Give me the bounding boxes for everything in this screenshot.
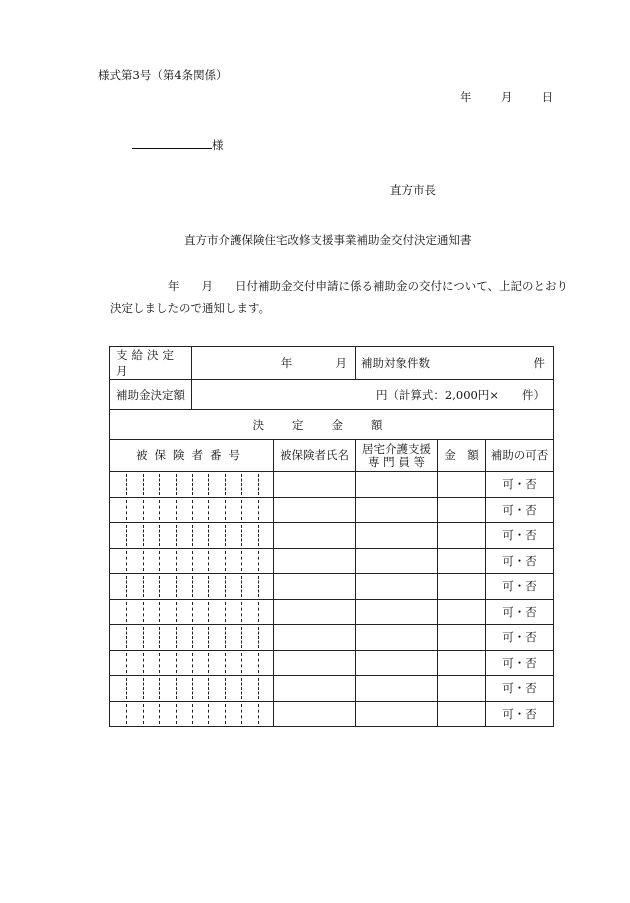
digit-divider (176, 500, 177, 521)
digit-divider (225, 551, 226, 572)
care-manager-cell[interactable] (356, 650, 438, 676)
digit-divider (208, 704, 209, 725)
insured-number-cell[interactable] (110, 497, 274, 523)
digit-divider (159, 653, 160, 674)
digit-divider (159, 525, 160, 546)
care-manager-cell[interactable] (356, 701, 438, 727)
amount-cell[interactable] (438, 574, 486, 600)
amount-cell[interactable] (438, 523, 486, 549)
digit-divider (241, 653, 242, 674)
digit-divider (258, 704, 259, 725)
digit-divider (143, 653, 144, 674)
approval-cell[interactable]: 可・否 (486, 548, 554, 574)
col-insured-name: 被保険者氏名 (274, 440, 356, 472)
digit-divider (258, 678, 259, 699)
digit-divider (143, 525, 144, 546)
target-count-unit: 件 (533, 356, 545, 370)
payment-month-label: 支給決定月 (110, 347, 192, 380)
table-row (110, 599, 554, 625)
care-manager-cell[interactable] (356, 497, 438, 523)
date-month-label: 月 (500, 90, 513, 104)
care-manager-cell[interactable] (356, 523, 438, 549)
digit-divider (143, 474, 144, 495)
col-care-manager-line2: 専 門 員 等 (368, 454, 425, 469)
sender-name: 直方市長 (390, 183, 436, 197)
digit-divider (159, 704, 160, 725)
insured-number-cell[interactable] (110, 701, 274, 727)
digit-divider (126, 525, 127, 546)
approval-cell[interactable]: 可・否 (486, 625, 554, 651)
insured-number-cell[interactable] (110, 472, 274, 498)
col-care-manager (356, 440, 438, 472)
table-row (110, 574, 554, 600)
digit-divider (258, 500, 259, 521)
digit-divider (176, 474, 177, 495)
digit-divider (126, 653, 127, 674)
digit-divider (208, 576, 209, 597)
insured-number-cell[interactable] (110, 650, 274, 676)
digit-divider (192, 551, 193, 572)
digit-divider (258, 653, 259, 674)
digit-divider (241, 704, 242, 725)
insured-name-cell[interactable] (274, 650, 356, 676)
addressee (132, 136, 224, 153)
digit-divider (241, 525, 242, 546)
digit-divider (208, 500, 209, 521)
digit-divider (208, 627, 209, 648)
insured-name-cell[interactable] (274, 574, 356, 600)
amount-cell[interactable] (438, 472, 486, 498)
insured-number-cell[interactable] (110, 676, 274, 702)
digit-divider (159, 627, 160, 648)
digit-divider (192, 627, 193, 648)
amount-cell[interactable] (438, 650, 486, 676)
digit-divider (225, 704, 226, 725)
table-row (110, 701, 554, 727)
digit-divider (143, 576, 144, 597)
insured-name-cell[interactable] (274, 701, 356, 727)
care-manager-cell[interactable] (356, 574, 438, 600)
amount-cell[interactable] (438, 548, 486, 574)
approval-cell[interactable]: 可・否 (486, 599, 554, 625)
target-count-cell (356, 347, 554, 380)
digit-divider (225, 500, 226, 521)
notice-body (110, 275, 570, 319)
table-row (110, 497, 554, 523)
insured-name-cell[interactable] (274, 523, 356, 549)
digit-divider (176, 551, 177, 572)
care-manager-cell[interactable] (356, 472, 438, 498)
digit-divider (258, 576, 259, 597)
insured-number-cell[interactable] (110, 599, 274, 625)
subsidy-amount-label: 補助金決定額 (110, 380, 192, 410)
digit-divider (225, 678, 226, 699)
payment-month-value (192, 347, 356, 380)
body-year-label: 年 (168, 279, 180, 293)
digit-divider (159, 602, 160, 623)
payment-month-unit: 月 (335, 356, 347, 370)
table-row (110, 676, 554, 702)
digit-divider (176, 627, 177, 648)
approval-cell[interactable]: 可・否 (486, 676, 554, 702)
care-manager-cell[interactable] (356, 548, 438, 574)
approval-cell[interactable]: 可・否 (486, 523, 554, 549)
digit-divider (192, 474, 193, 495)
digit-divider (225, 474, 226, 495)
insured-name-cell[interactable] (274, 472, 356, 498)
digit-divider (126, 602, 127, 623)
approval-cell[interactable]: 可・否 (486, 472, 554, 498)
digit-divider (143, 627, 144, 648)
decision-table (109, 346, 554, 727)
digit-divider (126, 678, 127, 699)
digit-divider (159, 474, 160, 495)
amount-cell[interactable] (438, 497, 486, 523)
digit-divider (176, 525, 177, 546)
insured-number-cell[interactable] (110, 548, 274, 574)
approval-cell[interactable]: 可・否 (486, 650, 554, 676)
document-title: 直方市介護保険住宅改修支援事業補助金交付決定通知書 (184, 233, 472, 247)
digit-divider (241, 500, 242, 521)
digit-divider (159, 678, 160, 699)
body-month-label: 月 (201, 279, 213, 293)
target-count-label: 補助対象件数 (361, 356, 430, 370)
form-number: 様式第3号（第4条関係） (98, 68, 228, 82)
digit-divider (225, 525, 226, 546)
digit-divider (225, 576, 226, 597)
digit-divider (208, 474, 209, 495)
col-insured-number: 被保険者番号 (110, 440, 274, 472)
digit-divider (192, 576, 193, 597)
addressee-suffix: 様 (212, 138, 224, 152)
digit-divider (176, 576, 177, 597)
col-approval: 補助の可否 (486, 440, 554, 472)
digit-divider (143, 551, 144, 572)
digit-divider (208, 678, 209, 699)
digit-divider (208, 602, 209, 623)
amount-cell[interactable] (438, 599, 486, 625)
insured-name-cell[interactable] (274, 497, 356, 523)
digit-divider (143, 678, 144, 699)
approval-cell[interactable]: 可・否 (486, 497, 554, 523)
date-day-label: 日 (541, 90, 554, 104)
amount-cell[interactable] (438, 676, 486, 702)
insured-name-cell[interactable] (274, 548, 356, 574)
digit-divider (126, 474, 127, 495)
insured-name-cell[interactable] (274, 599, 356, 625)
digit-divider (126, 576, 127, 597)
digit-divider (241, 627, 242, 648)
digit-divider (176, 704, 177, 725)
table-row (110, 472, 554, 498)
table-row (110, 548, 554, 574)
digit-divider (208, 525, 209, 546)
col-amount: 金 額 (438, 440, 486, 472)
body-text: 日付補助金交付申請に係る補助金の交付について、上記のとおり決定しましたので通知します。 (110, 279, 569, 315)
digit-divider (225, 627, 226, 648)
payment-year-unit: 年 (280, 356, 293, 370)
insured-number-cell[interactable] (110, 523, 274, 549)
care-manager-cell[interactable] (356, 625, 438, 651)
insured-number-cell[interactable] (110, 625, 274, 651)
digit-divider (176, 653, 177, 674)
digit-divider (241, 474, 242, 495)
amount-cell[interactable] (438, 701, 486, 727)
digit-divider (126, 627, 127, 648)
digit-divider (143, 602, 144, 623)
col-care-manager-line1: 居宅介護支援 (362, 441, 431, 456)
digit-divider (126, 500, 127, 521)
addressee-blank (132, 136, 212, 149)
digit-divider (241, 678, 242, 699)
insured-name-cell[interactable] (274, 676, 356, 702)
insured-number-cell[interactable] (110, 574, 274, 600)
digit-divider (241, 576, 242, 597)
care-manager-cell[interactable] (356, 599, 438, 625)
digit-divider (225, 602, 226, 623)
table-row (110, 650, 554, 676)
digit-divider (159, 500, 160, 521)
insured-name-cell[interactable] (274, 625, 356, 651)
digit-divider (176, 602, 177, 623)
table-row (110, 523, 554, 549)
digit-divider (192, 602, 193, 623)
date-year-label: 年 (460, 90, 472, 104)
digit-divider (126, 551, 127, 572)
amount-cell[interactable] (438, 625, 486, 651)
digit-divider (258, 525, 259, 546)
digit-divider (241, 551, 242, 572)
digit-divider (143, 500, 144, 521)
digit-divider (192, 500, 193, 521)
digit-divider (192, 525, 193, 546)
care-manager-cell[interactable] (356, 676, 438, 702)
digit-divider (126, 704, 127, 725)
approval-cell[interactable]: 可・否 (486, 701, 554, 727)
digit-divider (192, 653, 193, 674)
digit-divider (241, 602, 242, 623)
digit-divider (225, 653, 226, 674)
digit-divider (192, 678, 193, 699)
digit-divider (258, 602, 259, 623)
digit-divider (208, 653, 209, 674)
approval-cell[interactable]: 可・否 (486, 574, 554, 600)
digit-divider (176, 678, 177, 699)
digit-divider (192, 704, 193, 725)
digit-divider (258, 627, 259, 648)
issue-date (460, 89, 553, 105)
digit-divider (208, 551, 209, 572)
digit-divider (159, 576, 160, 597)
digit-divider (258, 474, 259, 495)
decision-amount-title: 決定金額 (110, 410, 554, 440)
digit-divider (159, 551, 160, 572)
digit-divider (258, 551, 259, 572)
digit-divider (143, 704, 144, 725)
subsidy-amount-formula: 円（計算式：2,000円× 件） (192, 380, 554, 410)
table-row (110, 625, 554, 651)
